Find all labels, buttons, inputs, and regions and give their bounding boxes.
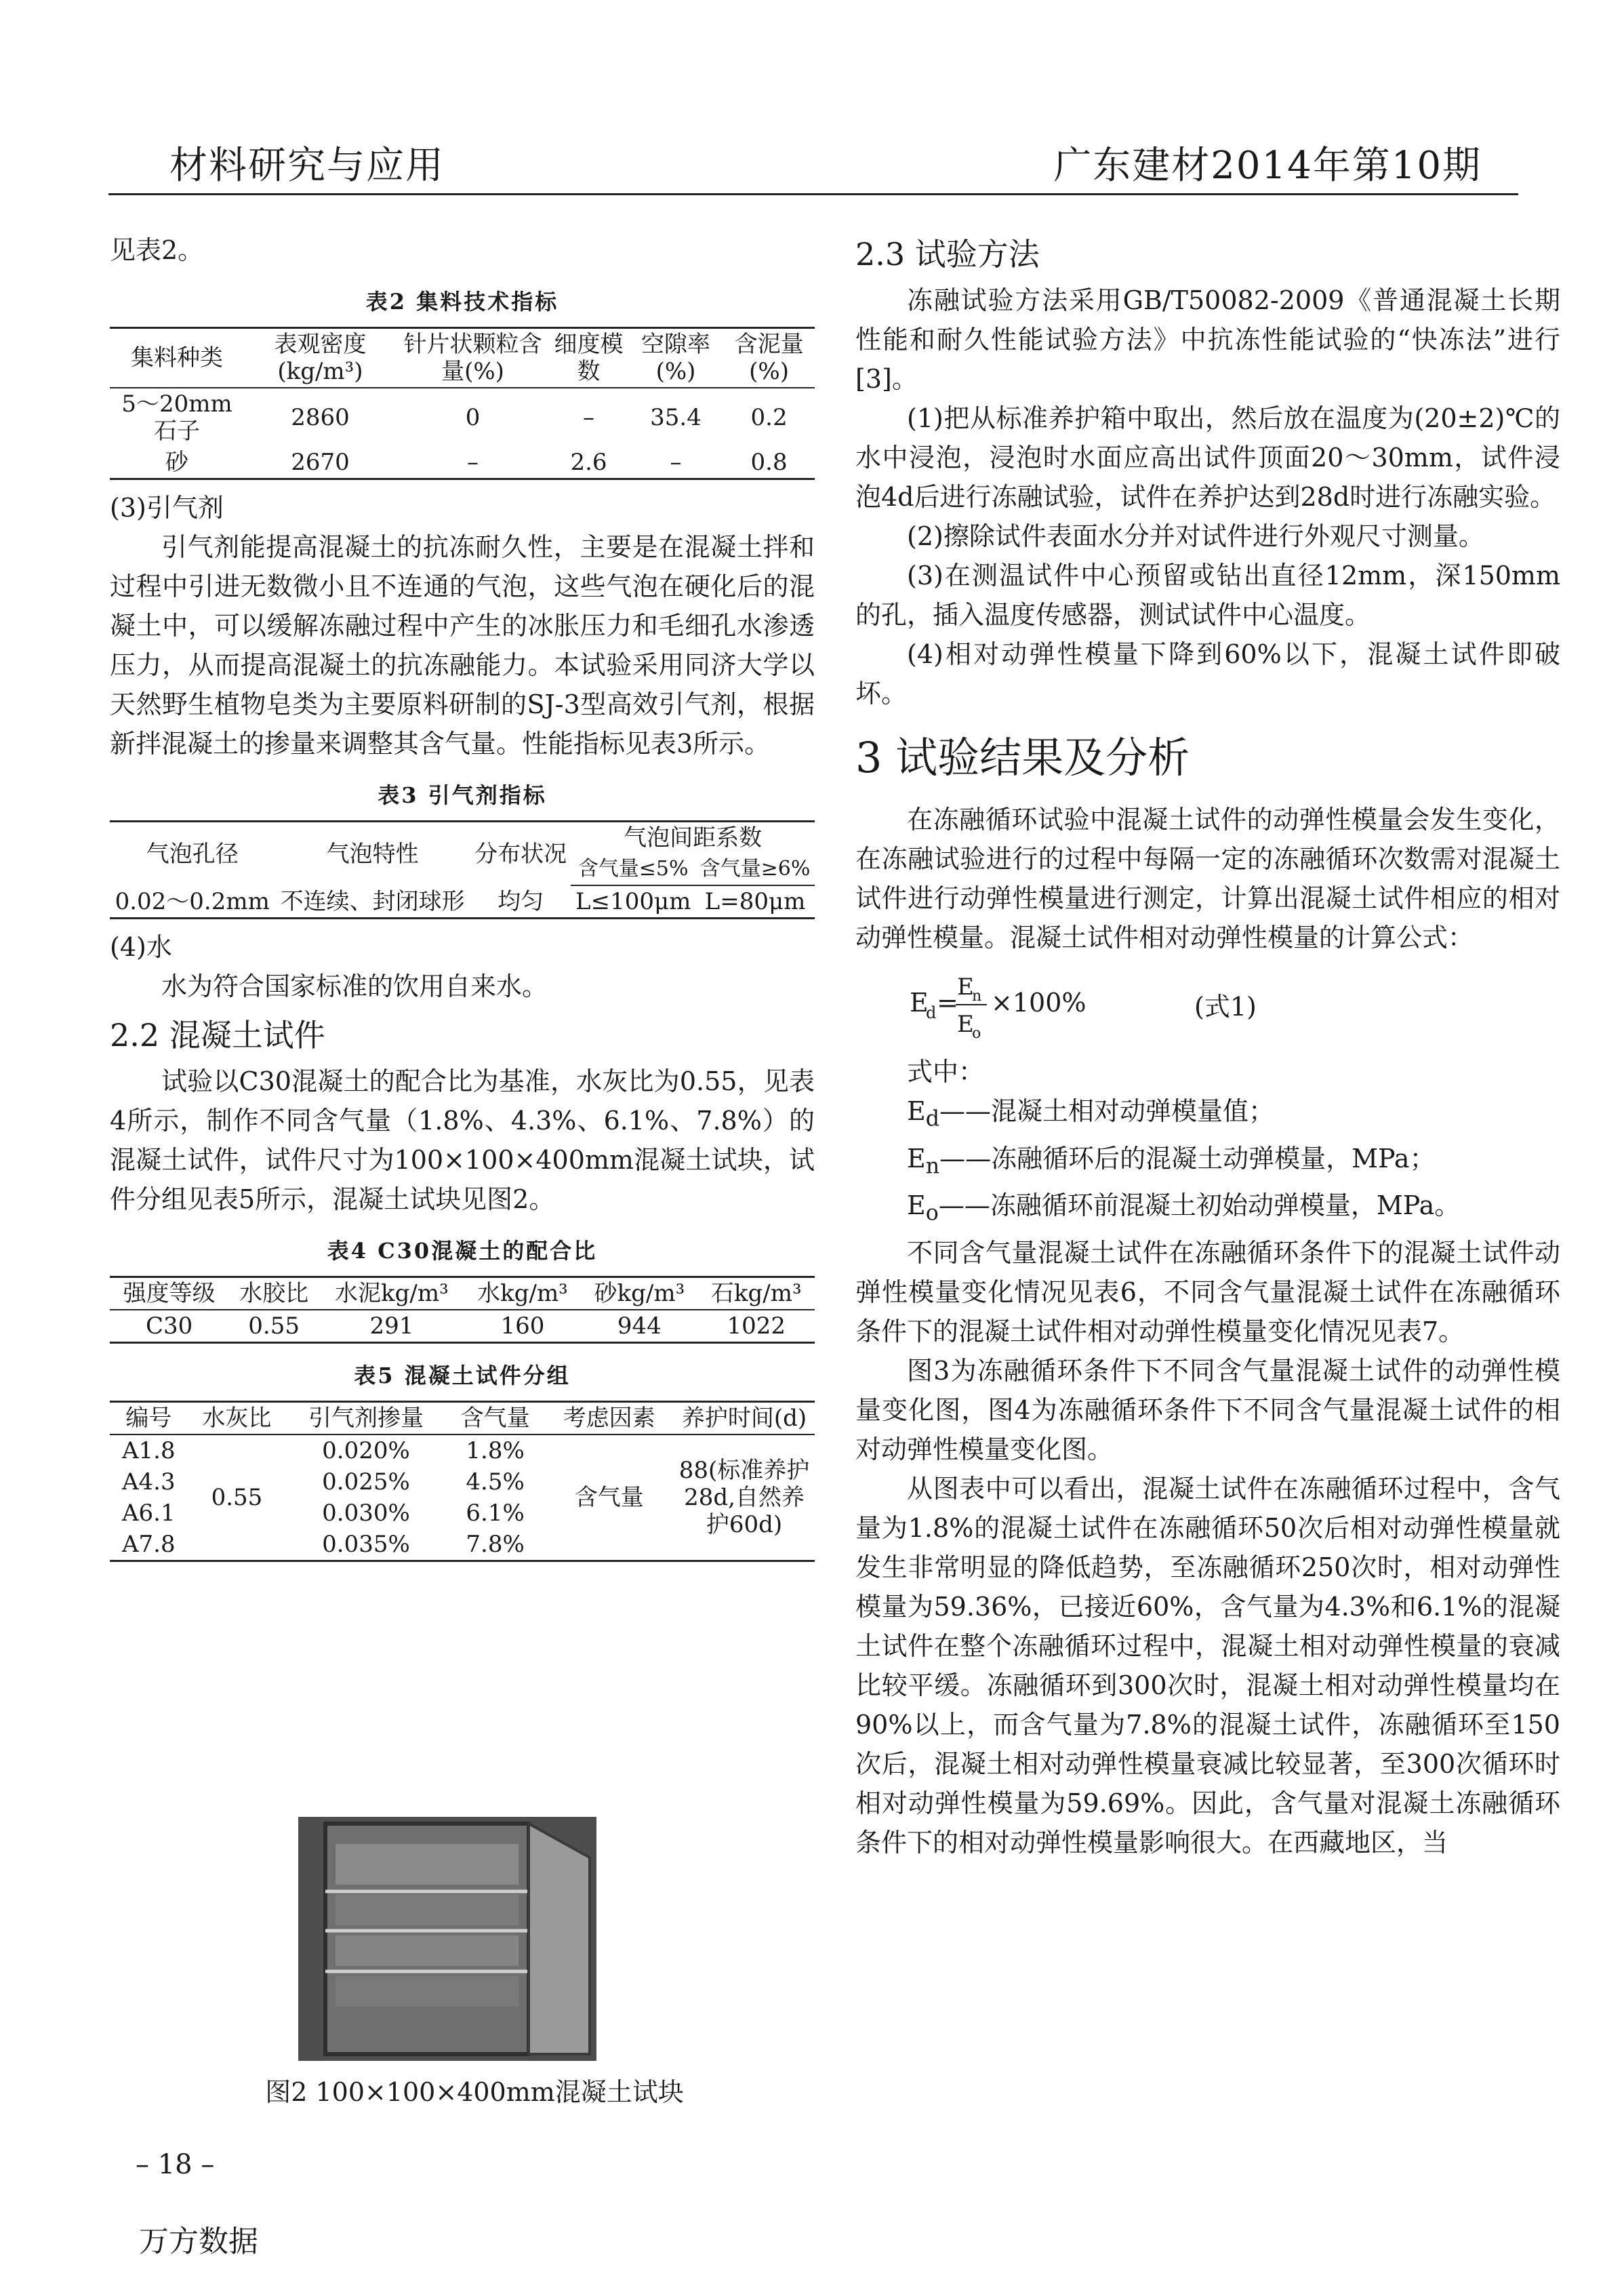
paragraph: 试验以C30混凝土的配合比为基准，水灰比为0.55，见表4所示，制作不同含气量（1.8%、4.3%、6.1%、7.8%）的混凝土试件，试件尺寸为100×100×400mm混凝土试块，试件分组见表5所示，混凝土试块见图2。 xyxy=(110,1066,815,1214)
table-cell: 35.4 xyxy=(650,404,702,431)
paragraph: 冻融试验方法采用GB/T50082-2009《普通混凝土长期性能和耐久性能试验方法》中抗冻性能试验的“快冻法”进行[3]。 xyxy=(855,285,1560,394)
table-cell: 2670 xyxy=(291,449,350,476)
right-column xyxy=(855,230,1560,1862)
table-cell: 0.8 xyxy=(750,449,788,476)
formula-equation xyxy=(855,957,1398,1052)
table-row xyxy=(110,1310,815,1343)
svg-text:=: = xyxy=(937,988,958,1018)
table-row xyxy=(110,885,815,919)
subsection-label: (4)水 xyxy=(110,932,172,962)
table5-header: 编号 xyxy=(110,1402,188,1435)
subsection-label: (3)引气剂 xyxy=(110,493,224,523)
table-cell: A1.8 xyxy=(122,1437,176,1464)
table-cell: A6.1 xyxy=(122,1500,176,1527)
table-cell: 含气量 xyxy=(574,1484,644,1511)
list-item: (4)相对动弹性模量下降到60%以下，混凝土试件即破坏。 xyxy=(855,639,1560,708)
table-cell: 0.02～0.2mm xyxy=(115,887,270,915)
formula-label: (式1) xyxy=(1194,992,1257,1022)
table-cell: 6.1% xyxy=(466,1500,525,1527)
paragraph: 水为符合国家标准的饮用自来水。 xyxy=(161,971,548,1001)
table5-header: 水灰比 xyxy=(188,1402,287,1435)
table4 xyxy=(110,1276,815,1344)
table-cell: 4.5% xyxy=(466,1468,525,1496)
left-column xyxy=(110,230,815,1562)
table2-header: 针片状颗粒含量(%) xyxy=(397,328,549,388)
table2-header: 含泥量(%) xyxy=(723,328,815,388)
table-row xyxy=(110,388,815,447)
table2-header: 表观密度(kg/m³) xyxy=(244,328,397,388)
paragraph: 引气剂能提高混凝土的抗冻耐久性，主要是在混凝土拌和过程中引进无数微小且不连通的气泡，这些气泡在硬化后的混凝土中，可以缓解冻融过程中产生的冰胀压力和毛细孔水渗透压力，从而提高混凝土的抗冻融能力。本试验采用同济大学以天然野生植物皂类为主要原料研制的SJ-3型高效引气剂，根据新拌混凝土的掺量来调整其含气量。性能指标见表3所示。 xyxy=(110,532,815,759)
table-cell: 2.6 xyxy=(570,449,607,476)
svg-text:o: o xyxy=(972,1025,981,1042)
table5-caption: 表5 混凝土试件分组 xyxy=(354,1363,571,1388)
table-cell: 5～20mm石子 xyxy=(121,390,232,445)
list-item: (2)擦除试件表面水分并对试件进行外观尺寸测量。 xyxy=(907,521,1484,551)
formula-1 xyxy=(855,957,1560,1052)
table-cell: 不连续、封闭球形 xyxy=(280,887,465,915)
svg-text:×100%: ×100% xyxy=(991,988,1087,1018)
table-cell: – xyxy=(467,449,479,476)
table-cell: 291 xyxy=(369,1312,414,1340)
source-watermark: 万方数据 xyxy=(139,2224,258,2259)
paragraph: 见表2。 xyxy=(110,235,204,265)
table5 xyxy=(110,1401,815,1562)
page-number: – 18 – xyxy=(136,2149,215,2180)
table4-header: 强度等级 xyxy=(110,1277,228,1310)
table2-header: 空隙率(%) xyxy=(628,328,723,388)
table-cell: 944 xyxy=(617,1312,662,1340)
table-cell: 1.8% xyxy=(466,1437,525,1464)
list-item: (3)在测温试件中心预留或钻出直径12mm，深150mm的孔，插入温度传感器，测试试件中心温度。 xyxy=(855,561,1560,630)
table-cell: A4.3 xyxy=(122,1468,176,1496)
table-cell: 88(标准养护28d,自然养护60d) xyxy=(678,1457,810,1538)
table-cell: 0.035% xyxy=(322,1531,410,1558)
table-cell: 0.030% xyxy=(322,1500,410,1527)
table-cell: – xyxy=(670,449,682,476)
table4-header: 水kg/m³ xyxy=(464,1277,581,1310)
table4-header: 水胶比 xyxy=(228,1277,319,1310)
table-cell: 0.2 xyxy=(750,404,788,431)
table4-header: 水泥kg/m³ xyxy=(319,1277,464,1310)
section-heading: 2.3 试验方法 xyxy=(855,236,1040,273)
table-cell: 2860 xyxy=(291,404,350,431)
table-cell: 均匀 xyxy=(498,887,544,915)
paragraph: 图3为冻融循环条件下不同含气量混凝土试件的动弹性模量变化图，图4为冻融循环条件下不同含气量混凝土试件的相对动弹性模量变化图。 xyxy=(855,1355,1560,1464)
paragraph: 从图表中可以看出，混凝土试件在冻融循环过程中，含气量为1.8%的混凝土试件在冻融循环50次后相对动弹性模量就发生非常明显的降低趋势，至冻融循环250次时，相对动弹性模量为59.36%，已接近60%，含气量为4.3%和6.1%的混凝土试件在整个冻融循环过程中，混凝土相对动弹性模量的衰减比较平缓。冻融循环到300次时，混凝土相对动弹性模量均在90%以上，而含气量为7.8%的混凝土试件，冻融循环至150次后，混凝土相对动弹性模量衰减比较显著，至300次循环时相对动弹性模量为59.69%。因此，含气量对混凝土冻融循环条件下的相对动弹性模量影响很大。在西藏地区，当 xyxy=(855,1473,1560,1858)
table3 xyxy=(110,820,815,919)
paragraph: 不同含气量混凝土试件在冻融循环条件下的混凝土试件动弹性模量变化情况见表6，不同含气量混凝土试件在冻融循环条件下的混凝土试件相对动弹性模量变化情况见表7。 xyxy=(855,1237,1560,1346)
table3-header: 分布状况 xyxy=(474,840,567,868)
table5-header: 引气剂掺量 xyxy=(286,1402,446,1435)
table-cell: L=80μm xyxy=(704,888,806,915)
definition-text: ——冻融循环前混凝土初始动弹模量，MPa。 xyxy=(938,1190,1461,1221)
table3-subheader: 含气量≥6% xyxy=(695,854,815,885)
table-cell: A7.8 xyxy=(122,1531,176,1558)
svg-text:E: E xyxy=(957,974,974,1001)
table2-header: 细度模数 xyxy=(549,328,628,388)
table-cell: L≤100μm xyxy=(575,888,691,915)
table-cell: 砂 xyxy=(165,449,189,476)
section-heading: 3 试验结果及分析 xyxy=(855,733,1190,782)
paragraph: 在冻融循环试验中混凝土试件的动弹性模量会发生变化，在冻融试验进行的过程中每隔一定的冻融循环次数需对混凝土试件进行动弹性模量进行测定，计算出混凝土试件相应的相对动弹性模量。混凝土试件相对动弹性模量的计算公式： xyxy=(855,805,1560,952)
svg-text:n: n xyxy=(972,988,982,1005)
table-cell: 0.55 xyxy=(248,1312,300,1340)
freezer-photo-image xyxy=(298,1817,596,2061)
svg-text:E: E xyxy=(910,988,929,1018)
table4-header: 石kg/m³ xyxy=(698,1277,815,1310)
table-cell: 7.8% xyxy=(466,1531,525,1558)
table-cell: – xyxy=(582,404,594,431)
table5-header: 含气量 xyxy=(446,1402,545,1435)
table-row xyxy=(110,1434,815,1466)
svg-text:d: d xyxy=(926,1003,937,1022)
table2-header: 集料种类 xyxy=(110,328,244,388)
table4-caption: 表4 C30混凝土的配合比 xyxy=(327,1238,598,1264)
table3-header: 气泡孔径 xyxy=(146,840,239,868)
table2-caption: 表2 集料技术指标 xyxy=(365,289,559,315)
section-heading: 2.2 混凝土试件 xyxy=(110,1017,325,1053)
table-cell: 160 xyxy=(500,1312,545,1340)
definition-text: ——混凝土相对动弹模量值； xyxy=(939,1096,1275,1126)
table5-header: 考虑因素 xyxy=(544,1402,674,1435)
list-item: (1)把从标准养护箱中取出，然后放在温度为(20±2)℃的水中浸泡，浸泡时水面应高出试件顶面20～30mm，试件浸泡4d后进行冻融试验，试件在养护达到28d时进行冻融实验。 xyxy=(855,403,1560,512)
table3-subheader: 含气量≤5% xyxy=(571,854,695,885)
table-cell: C30 xyxy=(145,1312,193,1340)
table-cell: 0.55 xyxy=(211,1484,263,1511)
definition-item: $E_n——$冻融循环后的混凝土动弹模量，MPa； xyxy=(907,1143,1436,1179)
figure2-photo xyxy=(298,1817,596,2061)
table2 xyxy=(110,327,815,480)
journal-issue: 广东建材2014年第10期 xyxy=(1053,144,1482,188)
definition-item: $E_o——$冻融循环前混凝土初始动弹模量，MPa。 xyxy=(907,1190,1461,1226)
figure2-caption: 图2 100×100×400mm混凝土试块 xyxy=(265,2077,684,2107)
paragraph: 式中： xyxy=(907,1057,985,1087)
definition-text: ——冻融循环后的混凝土动弹模量，MPa； xyxy=(939,1143,1436,1173)
table-cell: 0 xyxy=(465,404,481,431)
table-row xyxy=(110,447,815,479)
table3-header: 气泡间距系数 xyxy=(624,824,763,851)
header-rule xyxy=(108,193,1518,195)
table4-header: 砂kg/m³ xyxy=(581,1277,697,1310)
table3-header: 气泡特性 xyxy=(326,840,419,868)
table-cell: 0.020% xyxy=(322,1437,410,1464)
definition-item: $E_d——$混凝土相对动弹模量值； xyxy=(907,1096,1275,1131)
table-cell: 1022 xyxy=(727,1312,786,1340)
journal-section-title: 材料研究与应用 xyxy=(169,144,445,188)
svg-text:E: E xyxy=(957,1011,974,1038)
table3-caption: 表3 引气剂指标 xyxy=(378,782,547,808)
table5-header: 养护时间(d) xyxy=(674,1402,815,1435)
table-cell: 0.025% xyxy=(322,1468,410,1496)
